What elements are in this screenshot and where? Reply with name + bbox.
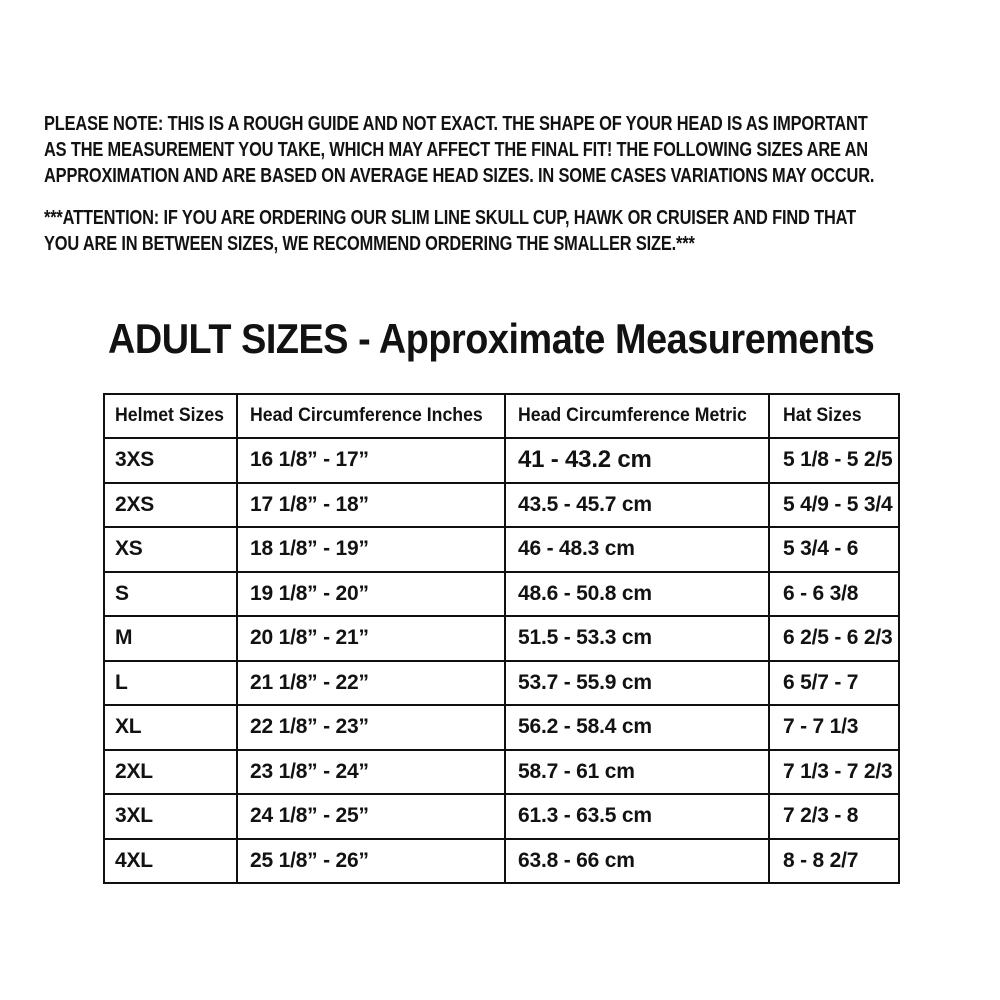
- table-row: [104, 572, 899, 617]
- attention-line: ***ATTENTION: IF YOU ARE ORDERING OUR SLIM LINE SKULL CUP, HAWK OR CRUISER AND FIND THAT: [44, 207, 856, 229]
- cell-hat: 6 2/5 - 6 2/3: [769, 616, 899, 661]
- cell-inches: 25 1/8” - 26”: [237, 839, 505, 884]
- cell-size: XS: [104, 527, 237, 572]
- cell-inches: 21 1/8” - 22”: [237, 661, 505, 706]
- cell-metric: 41 - 43.2 cm: [505, 438, 769, 483]
- header-label: Hat Sizes: [783, 405, 862, 426]
- cell-size: 2XL: [104, 750, 237, 795]
- table-row: [104, 616, 899, 661]
- cell-size: S: [104, 572, 237, 617]
- table-row: [104, 527, 899, 572]
- table-row: [104, 839, 899, 884]
- cell-inches: 17 1/8” - 18”: [237, 483, 505, 528]
- cell-metric: 51.5 - 53.3 cm: [505, 616, 769, 661]
- cell-hat: 6 - 6 3/8: [769, 572, 899, 617]
- note-line: AS THE MEASUREMENT YOU TAKE, WHICH MAY AFFECT THE FINAL FIT! THE FOLLOWING SIZES ARE AN: [44, 139, 868, 161]
- header-label: Head Circumference Metric: [518, 405, 747, 426]
- cell-hat: 7 2/3 - 8: [769, 794, 899, 839]
- note-line: APPROXIMATION AND ARE BASED ON AVERAGE HEAD SIZES. IN SOME CASES VARIATIONS MAY OCCUR.: [44, 165, 875, 187]
- cell-hat: 7 1/3 - 7 2/3: [769, 750, 899, 795]
- header-circumference-metric: [505, 394, 769, 438]
- cell-hat: 8 - 8 2/7: [769, 839, 899, 884]
- table-row: [104, 705, 899, 750]
- cell-hat: 6 5/7 - 7: [769, 661, 899, 706]
- cell-metric: 53.7 - 55.9 cm: [505, 661, 769, 706]
- cell-metric: 61.3 - 63.5 cm: [505, 794, 769, 839]
- note-paragraph: [44, 111, 874, 189]
- cell-metric: 56.2 - 58.4 cm: [505, 705, 769, 750]
- cell-metric: 48.6 - 50.8 cm: [505, 572, 769, 617]
- table-row: [104, 438, 899, 483]
- cell-size: M: [104, 616, 237, 661]
- cell-inches: 22 1/8” - 23”: [237, 705, 505, 750]
- table-row: [104, 483, 899, 528]
- cell-inches: 20 1/8” - 21”: [237, 616, 505, 661]
- table-header-row: [104, 394, 899, 438]
- cell-size: XL: [104, 705, 237, 750]
- cell-inches: 19 1/8” - 20”: [237, 572, 505, 617]
- cell-metric: 46 - 48.3 cm: [505, 527, 769, 572]
- cell-inches: 18 1/8” - 19”: [237, 527, 505, 572]
- cell-metric: 43.5 - 45.7 cm: [505, 483, 769, 528]
- header-label: Head Circumference Inches: [250, 405, 483, 426]
- cell-metric: 58.7 - 61 cm: [505, 750, 769, 795]
- cell-hat: 5 3/4 - 6: [769, 527, 899, 572]
- attention-paragraph: [44, 205, 856, 257]
- cell-hat: 5 1/8 - 5 2/5: [769, 438, 899, 483]
- cell-size: 3XS: [104, 438, 237, 483]
- cell-size: L: [104, 661, 237, 706]
- cell-hat: 5 4/9 - 5 3/4: [769, 483, 899, 528]
- page-title: ADULT SIZES - Approximate Measurements: [108, 315, 875, 362]
- header-label: Helmet Sizes: [115, 405, 225, 426]
- cell-size: 3XL: [104, 794, 237, 839]
- cell-size: 4XL: [104, 839, 237, 884]
- cell-metric: 63.8 - 66 cm: [505, 839, 769, 884]
- header-helmet-sizes: [104, 394, 237, 438]
- note-line: PLEASE NOTE: THIS IS A ROUGH GUIDE AND NOT EXACT. THE SHAPE OF YOUR HEAD IS AS IMPORTANT: [44, 113, 868, 135]
- table-row: [104, 661, 899, 706]
- size-table: [103, 393, 900, 884]
- header-hat-sizes: [769, 394, 899, 438]
- header-circumference-inches: [237, 394, 505, 438]
- cell-inches: 16 1/8” - 17”: [237, 438, 505, 483]
- cell-inches: 23 1/8” - 24”: [237, 750, 505, 795]
- cell-hat: 7 - 7 1/3: [769, 705, 899, 750]
- table-row: [104, 750, 899, 795]
- table-row: [104, 794, 899, 839]
- cell-inches: 24 1/8” - 25”: [237, 794, 505, 839]
- cell-size: 2XS: [104, 483, 237, 528]
- attention-line: YOU ARE IN BETWEEN SIZES, WE RECOMMEND ORDERING THE SMALLER SIZE.***: [44, 233, 695, 255]
